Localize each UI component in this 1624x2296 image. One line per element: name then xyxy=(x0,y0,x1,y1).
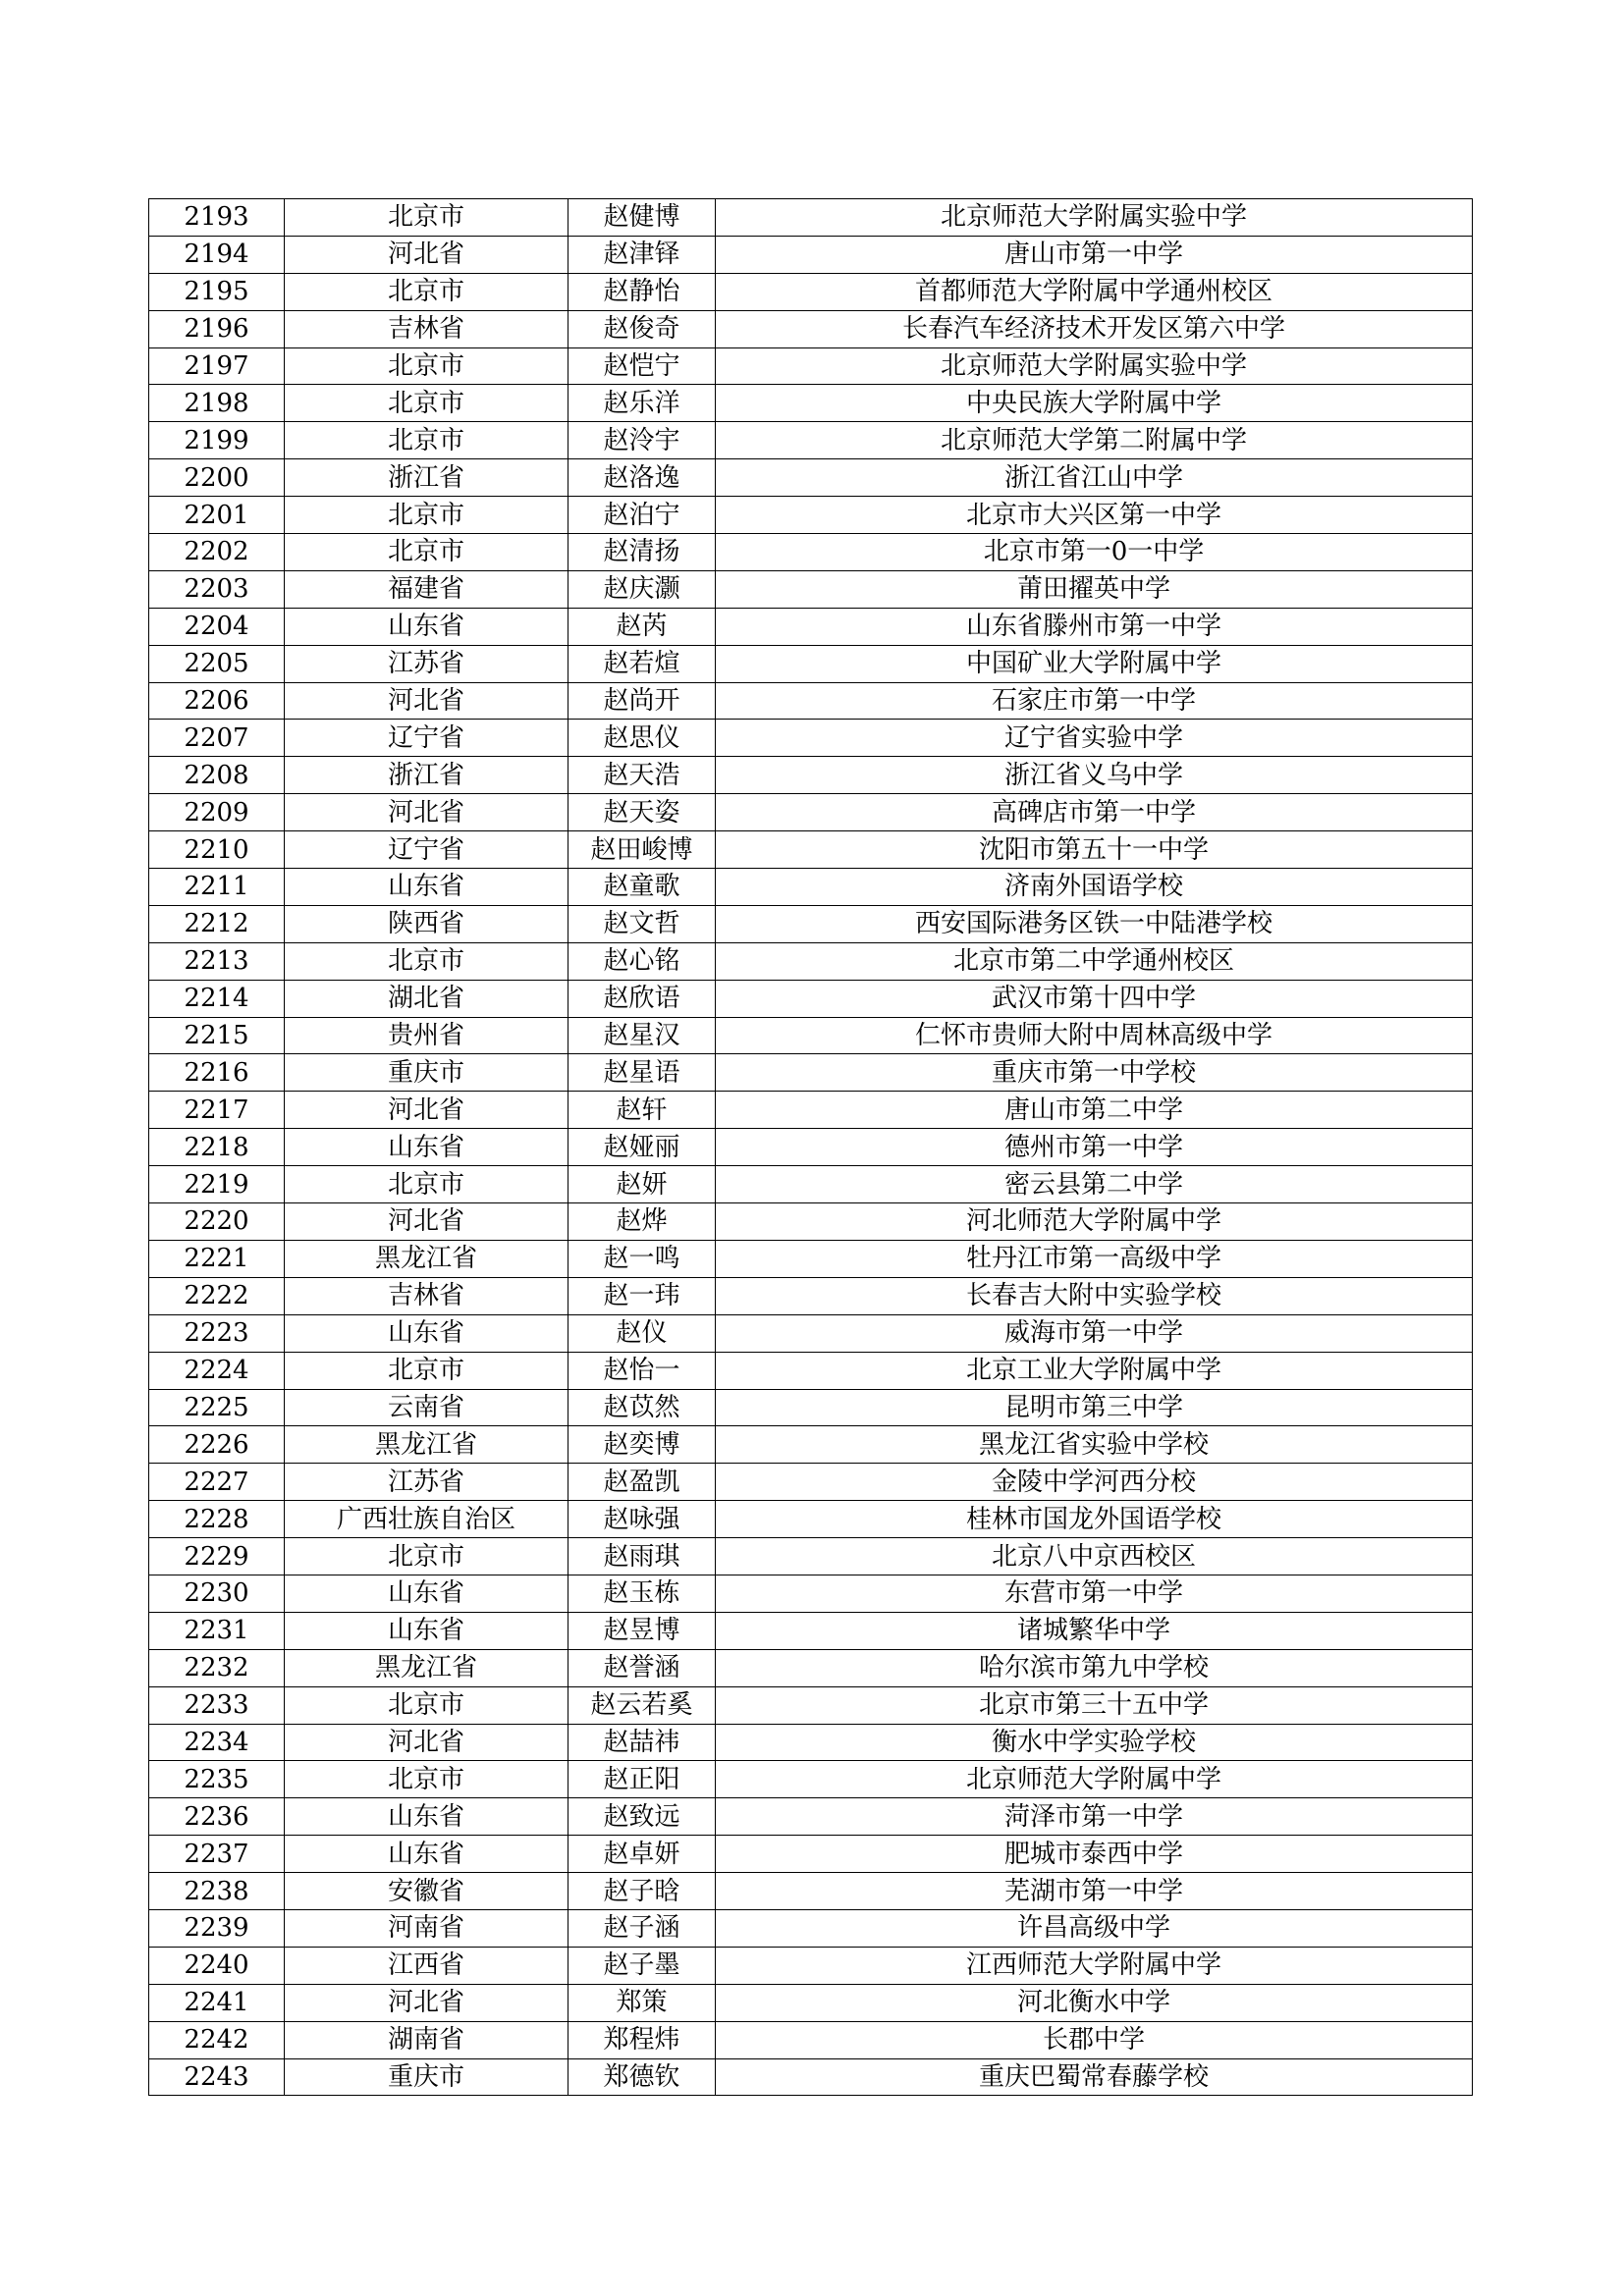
table-row xyxy=(149,1984,1473,2021)
table-row xyxy=(149,1203,1473,1241)
province-cell: 北京市 xyxy=(285,422,568,459)
province-cell: 北京市 xyxy=(285,1538,568,1575)
province-cell: 江西省 xyxy=(285,1947,568,1984)
province-cell: 江苏省 xyxy=(285,645,568,682)
index-cell: 2225 xyxy=(149,1389,285,1426)
school-cell: 芜湖市第一中学 xyxy=(716,1873,1473,1910)
name-cell: 赵田峻博 xyxy=(568,831,716,869)
province-cell: 福建省 xyxy=(285,570,568,608)
school-cell: 德州市第一中学 xyxy=(716,1129,1473,1166)
school-cell: 北京市第三十五中学 xyxy=(716,1686,1473,1724)
table-row xyxy=(149,720,1473,757)
name-cell: 赵乐洋 xyxy=(568,385,716,422)
index-cell: 2220 xyxy=(149,1203,285,1241)
index-cell: 2211 xyxy=(149,869,285,906)
index-cell: 2201 xyxy=(149,497,285,534)
province-cell: 河北省 xyxy=(285,1092,568,1129)
index-cell: 2233 xyxy=(149,1686,285,1724)
index-cell: 2210 xyxy=(149,831,285,869)
name-cell: 郑策 xyxy=(568,1984,716,2021)
name-cell: 赵娅丽 xyxy=(568,1129,716,1166)
name-cell: 赵誉涵 xyxy=(568,1649,716,1686)
school-cell: 江西师范大学附属中学 xyxy=(716,1947,1473,1984)
province-cell: 北京市 xyxy=(285,497,568,534)
table-row xyxy=(149,1909,1473,1947)
school-cell: 重庆巴蜀常春藤学校 xyxy=(716,2058,1473,2096)
index-cell: 2238 xyxy=(149,1873,285,1910)
name-cell: 赵妍 xyxy=(568,1166,716,1203)
school-cell: 菏泽市第一中学 xyxy=(716,1798,1473,1836)
school-cell: 北京市第二中学通州校区 xyxy=(716,942,1473,980)
index-cell: 2226 xyxy=(149,1426,285,1464)
table-row xyxy=(149,1352,1473,1389)
school-cell: 山东省滕州市第一中学 xyxy=(716,608,1473,645)
name-cell: 赵雨琪 xyxy=(568,1538,716,1575)
school-cell: 仁怀市贵师大附中周林高级中学 xyxy=(716,1017,1473,1054)
name-cell: 赵若煊 xyxy=(568,645,716,682)
school-cell: 高碑店市第一中学 xyxy=(716,794,1473,831)
index-cell: 2194 xyxy=(149,236,285,273)
school-cell: 莆田擢英中学 xyxy=(716,570,1473,608)
province-cell: 河北省 xyxy=(285,682,568,720)
index-cell: 2208 xyxy=(149,757,285,794)
table-row xyxy=(149,1724,1473,1761)
province-cell: 贵州省 xyxy=(285,1017,568,1054)
school-cell: 哈尔滨市第九中学校 xyxy=(716,1649,1473,1686)
name-cell: 赵恺宁 xyxy=(568,347,716,385)
name-cell: 赵玉栋 xyxy=(568,1575,716,1612)
province-cell: 山东省 xyxy=(285,1314,568,1352)
index-cell: 2230 xyxy=(149,1575,285,1612)
table-row xyxy=(149,1054,1473,1092)
province-cell: 山东省 xyxy=(285,608,568,645)
table-row xyxy=(149,1501,1473,1538)
school-cell: 济南外国语学校 xyxy=(716,869,1473,906)
table-row xyxy=(149,459,1473,497)
province-cell: 河北省 xyxy=(285,794,568,831)
table-row xyxy=(149,980,1473,1017)
table-row xyxy=(149,2058,1473,2096)
table-row xyxy=(149,1873,1473,1910)
school-cell: 中国矿业大学附属中学 xyxy=(716,645,1473,682)
index-cell: 2202 xyxy=(149,534,285,571)
name-cell: 赵庆灏 xyxy=(568,570,716,608)
table-row xyxy=(149,422,1473,459)
province-cell: 北京市 xyxy=(285,273,568,310)
name-cell: 赵子涵 xyxy=(568,1909,716,1947)
index-cell: 2237 xyxy=(149,1836,285,1873)
name-cell: 赵苡然 xyxy=(568,1389,716,1426)
school-cell: 北京八中京西校区 xyxy=(716,1538,1473,1575)
index-cell: 2206 xyxy=(149,682,285,720)
province-cell: 北京市 xyxy=(285,347,568,385)
province-cell: 北京市 xyxy=(285,1166,568,1203)
table-row xyxy=(149,385,1473,422)
index-cell: 2204 xyxy=(149,608,285,645)
name-cell: 赵子晗 xyxy=(568,1873,716,1910)
table-row xyxy=(149,199,1473,237)
school-cell: 昆明市第三中学 xyxy=(716,1389,1473,1426)
name-cell: 赵心铭 xyxy=(568,942,716,980)
province-cell: 辽宁省 xyxy=(285,720,568,757)
school-cell: 衡水中学实验学校 xyxy=(716,1724,1473,1761)
school-cell: 北京师范大学附属实验中学 xyxy=(716,347,1473,385)
name-cell: 赵烨 xyxy=(568,1203,716,1241)
table-row xyxy=(149,1240,1473,1277)
table-row xyxy=(149,1836,1473,1873)
school-cell: 浙江省江山中学 xyxy=(716,459,1473,497)
index-cell: 2241 xyxy=(149,1984,285,2021)
index-cell: 2224 xyxy=(149,1352,285,1389)
province-cell: 黑龙江省 xyxy=(285,1240,568,1277)
province-cell: 安徽省 xyxy=(285,1873,568,1910)
index-cell: 2239 xyxy=(149,1909,285,1947)
name-cell: 赵俊奇 xyxy=(568,310,716,347)
index-cell: 2231 xyxy=(149,1612,285,1649)
name-cell: 赵童歌 xyxy=(568,869,716,906)
index-cell: 2222 xyxy=(149,1277,285,1314)
province-cell: 浙江省 xyxy=(285,757,568,794)
name-cell: 赵尚开 xyxy=(568,682,716,720)
index-cell: 2234 xyxy=(149,1724,285,1761)
index-cell: 2232 xyxy=(149,1649,285,1686)
table-row xyxy=(149,794,1473,831)
school-cell: 石家庄市第一中学 xyxy=(716,682,1473,720)
name-cell: 赵怡一 xyxy=(568,1352,716,1389)
table-row xyxy=(149,869,1473,906)
table-row xyxy=(149,1612,1473,1649)
school-cell: 长春汽车经济技术开发区第六中学 xyxy=(716,310,1473,347)
name-cell: 郑德钦 xyxy=(568,2058,716,2096)
index-cell: 2195 xyxy=(149,273,285,310)
province-cell: 黑龙江省 xyxy=(285,1426,568,1464)
index-cell: 2236 xyxy=(149,1798,285,1836)
province-cell: 北京市 xyxy=(285,1761,568,1798)
school-cell: 北京工业大学附属中学 xyxy=(716,1352,1473,1389)
table-row xyxy=(149,1389,1473,1426)
index-cell: 2205 xyxy=(149,645,285,682)
name-cell: 赵静怡 xyxy=(568,273,716,310)
table-row xyxy=(149,1538,1473,1575)
name-cell: 赵天浩 xyxy=(568,757,716,794)
name-cell: 赵喆祎 xyxy=(568,1724,716,1761)
table-row xyxy=(149,905,1473,942)
province-cell: 重庆市 xyxy=(285,2058,568,2096)
table-row xyxy=(149,2021,1473,2058)
index-cell: 2198 xyxy=(149,385,285,422)
index-cell: 2214 xyxy=(149,980,285,1017)
school-cell: 北京师范大学附属实验中学 xyxy=(716,199,1473,237)
school-cell: 重庆市第一中学校 xyxy=(716,1054,1473,1092)
school-cell: 威海市第一中学 xyxy=(716,1314,1473,1352)
name-cell: 赵子墨 xyxy=(568,1947,716,1984)
province-cell: 北京市 xyxy=(285,1352,568,1389)
province-cell: 湖南省 xyxy=(285,2021,568,2058)
school-cell: 北京市大兴区第一中学 xyxy=(716,497,1473,534)
school-cell: 北京师范大学附属中学 xyxy=(716,1761,1473,1798)
index-cell: 2235 xyxy=(149,1761,285,1798)
table-row xyxy=(149,1129,1473,1166)
province-cell: 北京市 xyxy=(285,1686,568,1724)
school-cell: 中央民族大学附属中学 xyxy=(716,385,1473,422)
name-cell: 赵一鸣 xyxy=(568,1240,716,1277)
province-cell: 云南省 xyxy=(285,1389,568,1426)
name-cell: 赵奕博 xyxy=(568,1426,716,1464)
school-cell: 浙江省义乌中学 xyxy=(716,757,1473,794)
table-row xyxy=(149,645,1473,682)
province-cell: 河北省 xyxy=(285,1203,568,1241)
province-cell: 山东省 xyxy=(285,1129,568,1166)
province-cell: 河南省 xyxy=(285,1909,568,1947)
school-cell: 东营市第一中学 xyxy=(716,1575,1473,1612)
roster-table xyxy=(148,198,1473,2096)
school-cell: 黑龙江省实验中学校 xyxy=(716,1426,1473,1464)
index-cell: 2207 xyxy=(149,720,285,757)
name-cell: 赵盈凯 xyxy=(568,1464,716,1501)
table-row xyxy=(149,570,1473,608)
name-cell: 赵泊宁 xyxy=(568,497,716,534)
table-row xyxy=(149,757,1473,794)
index-cell: 2240 xyxy=(149,1947,285,1984)
roster-table-body xyxy=(149,199,1473,2096)
name-cell: 赵星汉 xyxy=(568,1017,716,1054)
table-row xyxy=(149,1166,1473,1203)
province-cell: 北京市 xyxy=(285,385,568,422)
index-cell: 2242 xyxy=(149,2021,285,2058)
name-cell: 赵芮 xyxy=(568,608,716,645)
table-row xyxy=(149,942,1473,980)
table-row xyxy=(149,1017,1473,1054)
school-cell: 长郡中学 xyxy=(716,2021,1473,2058)
school-cell: 金陵中学河西分校 xyxy=(716,1464,1473,1501)
name-cell: 赵天姿 xyxy=(568,794,716,831)
province-cell: 浙江省 xyxy=(285,459,568,497)
school-cell: 唐山市第二中学 xyxy=(716,1092,1473,1129)
school-cell: 桂林市国龙外国语学校 xyxy=(716,1501,1473,1538)
table-row xyxy=(149,608,1473,645)
province-cell: 黑龙江省 xyxy=(285,1649,568,1686)
table-row xyxy=(149,1649,1473,1686)
table-row xyxy=(149,534,1473,571)
index-cell: 2219 xyxy=(149,1166,285,1203)
table-row xyxy=(149,1947,1473,1984)
index-cell: 2209 xyxy=(149,794,285,831)
province-cell: 北京市 xyxy=(285,199,568,237)
province-cell: 北京市 xyxy=(285,942,568,980)
name-cell: 赵卓妍 xyxy=(568,1836,716,1873)
index-cell: 2229 xyxy=(149,1538,285,1575)
school-cell: 密云县第二中学 xyxy=(716,1166,1473,1203)
name-cell: 赵欣语 xyxy=(568,980,716,1017)
province-cell: 北京市 xyxy=(285,534,568,571)
index-cell: 2215 xyxy=(149,1017,285,1054)
name-cell: 赵泠宇 xyxy=(568,422,716,459)
school-cell: 许昌高级中学 xyxy=(716,1909,1473,1947)
school-cell: 西安国际港务区铁一中陆港学校 xyxy=(716,905,1473,942)
name-cell: 赵轩 xyxy=(568,1092,716,1129)
school-cell: 北京师范大学第二附属中学 xyxy=(716,422,1473,459)
table-row xyxy=(149,497,1473,534)
table-row xyxy=(149,273,1473,310)
name-cell: 赵正阳 xyxy=(568,1761,716,1798)
table-row xyxy=(149,1277,1473,1314)
school-cell: 沈阳市第五十一中学 xyxy=(716,831,1473,869)
province-cell: 吉林省 xyxy=(285,1277,568,1314)
name-cell: 赵致远 xyxy=(568,1798,716,1836)
name-cell: 赵昱博 xyxy=(568,1612,716,1649)
table-row xyxy=(149,1314,1473,1352)
table-row xyxy=(149,831,1473,869)
table-row xyxy=(149,1798,1473,1836)
name-cell: 赵云若奚 xyxy=(568,1686,716,1724)
province-cell: 辽宁省 xyxy=(285,831,568,869)
index-cell: 2200 xyxy=(149,459,285,497)
index-cell: 2203 xyxy=(149,570,285,608)
province-cell: 广西壮族自治区 xyxy=(285,1501,568,1538)
table-row xyxy=(149,1426,1473,1464)
name-cell: 赵津铎 xyxy=(568,236,716,273)
name-cell: 赵咏强 xyxy=(568,1501,716,1538)
table-row xyxy=(149,1092,1473,1129)
province-cell: 河北省 xyxy=(285,236,568,273)
name-cell: 赵仪 xyxy=(568,1314,716,1352)
province-cell: 吉林省 xyxy=(285,310,568,347)
table-row xyxy=(149,347,1473,385)
province-cell: 山东省 xyxy=(285,1575,568,1612)
name-cell: 赵洛逸 xyxy=(568,459,716,497)
school-cell: 诸城繁华中学 xyxy=(716,1612,1473,1649)
province-cell: 山东省 xyxy=(285,869,568,906)
index-cell: 2213 xyxy=(149,942,285,980)
name-cell: 赵健博 xyxy=(568,199,716,237)
school-cell: 辽宁省实验中学 xyxy=(716,720,1473,757)
school-cell: 河北师范大学附属中学 xyxy=(716,1203,1473,1241)
index-cell: 2212 xyxy=(149,905,285,942)
index-cell: 2216 xyxy=(149,1054,285,1092)
table-row xyxy=(149,310,1473,347)
index-cell: 2196 xyxy=(149,310,285,347)
index-cell: 2217 xyxy=(149,1092,285,1129)
province-cell: 江苏省 xyxy=(285,1464,568,1501)
name-cell: 赵清扬 xyxy=(568,534,716,571)
index-cell: 2199 xyxy=(149,422,285,459)
school-cell: 牡丹江市第一高级中学 xyxy=(716,1240,1473,1277)
school-cell: 首都师范大学附属中学通州校区 xyxy=(716,273,1473,310)
province-cell: 山东省 xyxy=(285,1798,568,1836)
index-cell: 2193 xyxy=(149,199,285,237)
index-cell: 2197 xyxy=(149,347,285,385)
name-cell: 赵文哲 xyxy=(568,905,716,942)
table-row xyxy=(149,1686,1473,1724)
name-cell: 赵星语 xyxy=(568,1054,716,1092)
table-row xyxy=(149,1761,1473,1798)
school-cell: 肥城市泰西中学 xyxy=(716,1836,1473,1873)
name-cell: 赵思仪 xyxy=(568,720,716,757)
table-row xyxy=(149,682,1473,720)
table-row xyxy=(149,236,1473,273)
school-cell: 武汉市第十四中学 xyxy=(716,980,1473,1017)
province-cell: 湖北省 xyxy=(285,980,568,1017)
name-cell: 郑程炜 xyxy=(568,2021,716,2058)
school-cell: 河北衡水中学 xyxy=(716,1984,1473,2021)
table-row xyxy=(149,1464,1473,1501)
index-cell: 2227 xyxy=(149,1464,285,1501)
province-cell: 重庆市 xyxy=(285,1054,568,1092)
province-cell: 河北省 xyxy=(285,1984,568,2021)
school-cell: 唐山市第一中学 xyxy=(716,236,1473,273)
index-cell: 2221 xyxy=(149,1240,285,1277)
school-cell: 北京市第一0一中学 xyxy=(716,534,1473,571)
province-cell: 陕西省 xyxy=(285,905,568,942)
index-cell: 2228 xyxy=(149,1501,285,1538)
province-cell: 山东省 xyxy=(285,1836,568,1873)
index-cell: 2223 xyxy=(149,1314,285,1352)
province-cell: 山东省 xyxy=(285,1612,568,1649)
name-cell: 赵一玮 xyxy=(568,1277,716,1314)
index-cell: 2243 xyxy=(149,2058,285,2096)
school-cell: 长春吉大附中实验学校 xyxy=(716,1277,1473,1314)
table-row xyxy=(149,1575,1473,1612)
province-cell: 河北省 xyxy=(285,1724,568,1761)
index-cell: 2218 xyxy=(149,1129,285,1166)
